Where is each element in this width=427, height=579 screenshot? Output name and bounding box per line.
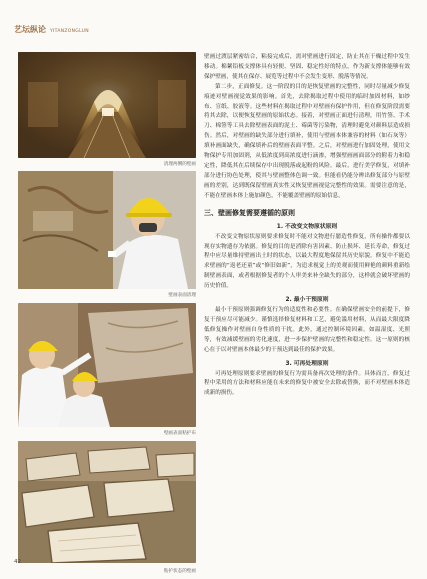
subsection-text-2: 最小干预原则强调修复行为的适度性和必要性。在确保壁画安全的前提下，修复干预应尽可能减少。谨慎选择修复材料和工艺，避免滥用材料，从而最大限度降低修复操作对壁画自身性质的干扰。此外，通过控制环境因素，如温湿度、光照等，有效减缓壁画的劣化速度，进一步保护壁画的完整性和稳定性。这一原则的核心在于以对壁画本体最少的干预达到最佳的保护效果。	[204, 307, 410, 353]
figure-caption-4: 粘护状态的壁画	[163, 569, 196, 574]
figure-caption-1: 清理两侧的壁画	[163, 162, 196, 167]
article-body	[204, 53, 410, 399]
figure-caption-3: 壁画表面粘护布	[163, 431, 196, 436]
section-heading: 三、壁画修复需要遵循的原则	[204, 208, 295, 217]
figure-panels-photo	[18, 441, 196, 563]
column-pinyin: YITANZONGLUN	[50, 29, 89, 34]
figure-cleaning-photo	[18, 171, 196, 289]
figure-facing-photo	[18, 303, 196, 427]
subsection-text-1: 不改变文物原状原则要求修复时不能对文物进行臆造性修复，所有操作都要以现存实物遗存为依据。修复的目的是消除有害因素、防止损坏、延长寿命，修复过程中应尽量维持壁画出土时的状态，以最大程度地保留其历史原貌。修复中不能追求壁画的“返老还童”或“修旧如新”，为追求视觉上的美观而使用鲜艳的颜料重新绘制壁画表面，或者根据修复者的个人审美来补全缺失的部分，这样就会破坏壁画的历史价值。	[204, 233, 410, 290]
figure-tunnel-photo	[18, 52, 196, 158]
running-header	[14, 24, 89, 36]
subsection-heading-1: 1. 不改变文物原状原则	[276, 223, 338, 230]
figure-caption-2: 壁画表面清理	[168, 293, 196, 298]
subsection-text-3: 可再处理原则要求壁画的修复行为需具备再次处理的条件。具体而言，修复过程中采用的方法和材料应能在未来的修复中被安全去除或替换，而不对壁画本体造成新的损伤。	[204, 370, 410, 397]
paragraph-2: 第二步，正面修复。这一阶段的目的是恢复壁画的完整性，同时尽量减少修复痕迹对壁画视觉效果的影响。首先，去除揭取过程中使用的临时加固材料，如纱布、宣纸、胶液等。这些材料在揭取过程中对壁画有保护作用，但在修复阶段需要将其去除，以便恢复壁画的原始状态。接着，对壁画正面进行清理，用竹签、手术刀、棉签等工具去除壁画表面的泥土、霉菌等污染物，清理时避免对颜料层造成损伤。然后，对壁画的缺失部分进行填补，使用与壁画本体兼容的材料（如石灰等）填补画面缺失，确保填补后的壁画表面平整。之后，对壁画进行加固处理，使用文物保护专用加固剂，从低浓度到高浓度进行滴渗，增强壁画画面部分的附着力和稳定性，降低其在后续保存中出现脱落或起粉的风险。最后，进行美学修复，对填补部分进行协色处理，使其与壁画整体色调一致。但能看仍能分辨出修复部分与原壁画的差别，达到既保留壁画真实性又恢复壁画视觉完整性的效果。需要注意的是，不能在壁画本体上施加颜色，不能覆盖壁画的原始信息。	[204, 83, 410, 199]
column-title: 艺坛纵论	[14, 24, 46, 34]
page-number: 42	[14, 559, 22, 565]
paragraph-1: 壁画过渡层紧密结合，粘接完成后，需对壁画进行固定，防止其在干燥过程中发生移动。棉絮铅板支撑体具有轻便、坚固、稳定性好的特点，作为新支撑体能够有效保护壁画，使其在保存、展览等过程中不会发生变形、脱落等情况。	[204, 54, 410, 80]
subsection-heading-2: 2. 最小干预原则	[285, 297, 329, 304]
subsection-heading-3: 3. 可再处理原则	[285, 360, 329, 367]
